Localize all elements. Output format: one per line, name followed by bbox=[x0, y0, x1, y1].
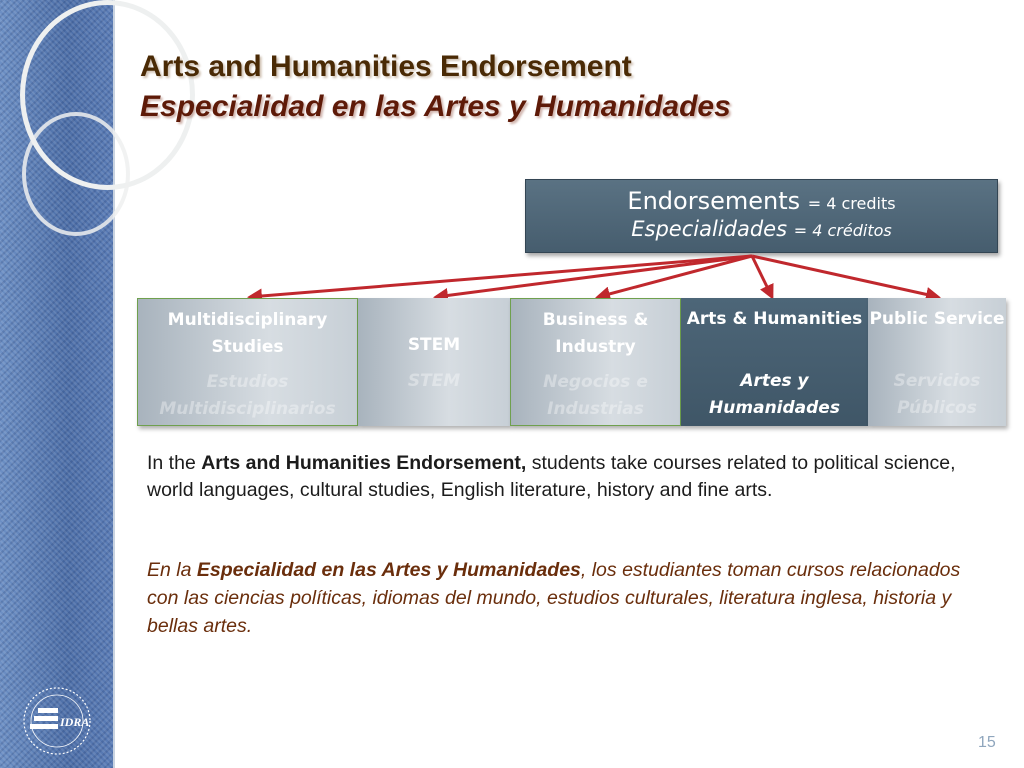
description-en-suffix: students take courses related to political science, world languages, cultural studies, English literature, history and fine arts. bbox=[147, 452, 956, 501]
card-arts-humanities bbox=[681, 298, 868, 426]
card-label-en: Business & Industry bbox=[542, 310, 649, 357]
especialidades-creditos: = 4 créditos bbox=[793, 221, 892, 240]
arrow-to-stem bbox=[436, 256, 752, 297]
description-es-prefix: En la bbox=[147, 559, 197, 581]
description-en bbox=[147, 450, 967, 504]
card-label-en: STEM bbox=[407, 335, 461, 355]
card-stem bbox=[358, 298, 510, 426]
card-label-es: Artes y Humanidades bbox=[709, 371, 840, 418]
description-es-suffix: , los estudiantes toman cursos relacionados con las ciencias políticas, idiomas del mundo, estudios culturales, literatura inglesa, historia y bellas artes. bbox=[147, 559, 961, 637]
card-label-en: Multidisciplinary Studies bbox=[167, 310, 328, 357]
slide-subtitle: Especialidad en las Artes y Humanidades bbox=[140, 90, 731, 123]
card-label-es: Negocios e Industrias bbox=[543, 372, 648, 419]
decorative-arc-small bbox=[22, 112, 130, 236]
especialidades-label: Especialidades bbox=[631, 217, 788, 241]
endorsements-credits-box bbox=[525, 179, 998, 253]
arrow-to-multidisciplinary bbox=[250, 256, 752, 297]
card-label-es: Estudios Multidisciplinarios bbox=[159, 372, 336, 419]
card-label-es: STEM bbox=[407, 371, 461, 391]
arrow-to-arts bbox=[752, 256, 772, 297]
description-en-prefix: In the bbox=[147, 452, 202, 474]
idra-seal-logo-icon bbox=[10, 686, 104, 756]
slide-title: Arts and Humanities Endorsement bbox=[140, 50, 632, 83]
endorsements-label: Endorsements bbox=[627, 187, 801, 215]
card-public-service bbox=[868, 298, 1006, 426]
page-number: 15 bbox=[978, 734, 996, 751]
card-label-en: Arts & Humanities bbox=[686, 309, 863, 329]
card-multidisciplinary-studies bbox=[137, 298, 358, 426]
card-business-industry bbox=[510, 298, 681, 426]
description-es bbox=[147, 556, 977, 640]
card-label-es: Servicios Públicos bbox=[893, 371, 981, 418]
description-es-bold: Especialidad en las Artes y Humanidades bbox=[196, 559, 581, 581]
description-en-bold: Arts and Humanities Endorsement, bbox=[201, 452, 527, 474]
card-label-en: Public Service bbox=[869, 309, 1005, 329]
arrow-to-public-service bbox=[752, 256, 938, 297]
endorsements-credits: = 4 credits bbox=[807, 194, 896, 213]
logo-text: IDRA bbox=[60, 715, 90, 729]
arrow-to-business bbox=[598, 256, 752, 297]
